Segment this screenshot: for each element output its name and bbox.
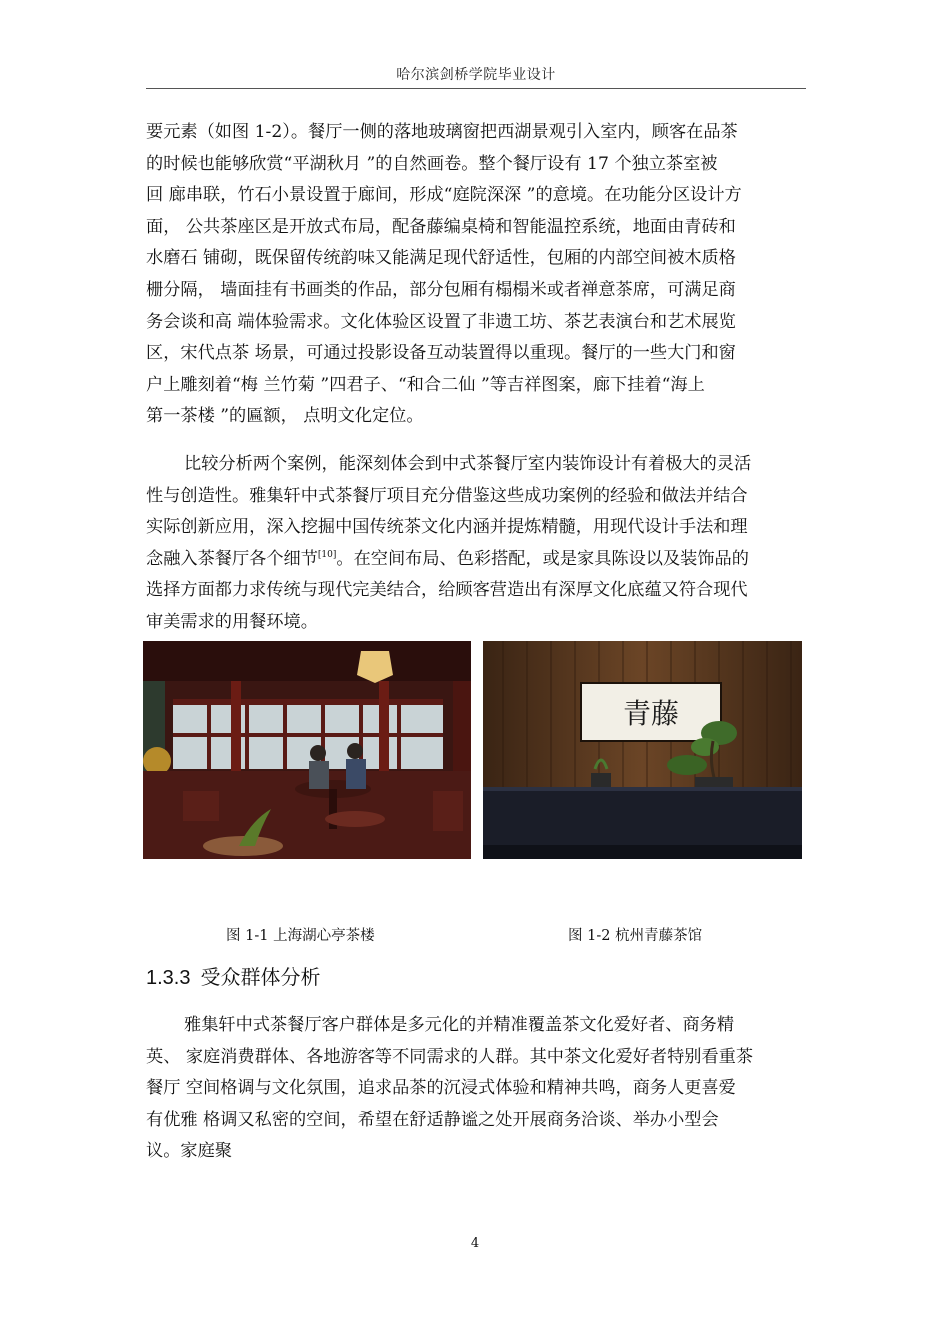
section-heading bbox=[146, 961, 320, 990]
text-segment: 念融入茶餐厅各个细节 bbox=[146, 548, 318, 569]
section-title: 受众群体分析 bbox=[200, 965, 321, 989]
text-line: 英、 家庭消费群体、各地游客等不同需求的人群。其中茶文化爱好者特别看重茶 bbox=[146, 1046, 754, 1067]
text-line: 面， 公共茶座区是开放式布局，配备藤编桌椅和智能温控系统，地面由青砖和 bbox=[146, 216, 736, 237]
tea-lobby-illustration bbox=[483, 641, 802, 859]
text-line: 实际创新应用，深入挖掘中国传统茶文化内涵并提炼精髓，用现代设计手法和理 bbox=[146, 517, 748, 538]
page-number: 4 bbox=[470, 1236, 480, 1251]
calligraphy-text: 青藤 bbox=[622, 697, 680, 730]
figure-1-2-caption: 图 1-2 杭州青藤茶馆 bbox=[568, 928, 703, 944]
text-line: 选择方面都力求传统与现代完美结合，给顾客营造出有深厚文化底蕴又符合现代 bbox=[146, 580, 748, 601]
text-line: 雅集轩中式茶餐厅客户群体是多元化的并精准覆盖茶文化爱好者、商务精 bbox=[184, 1015, 735, 1035]
text-segment: 。在空间布局、色彩搭配，或是家具陈设以及装饰品的 bbox=[336, 548, 749, 569]
text-line: 区，宋代点茶 场景，可通过投影设备互动装置得以重现。餐厅的一些大门和窗 bbox=[146, 343, 736, 364]
page-header-title: 哈尔滨剑桥学院毕业设计 bbox=[396, 67, 556, 83]
text-line: 的时候也能够欣赏“平湖秋月 ”的自然画卷。整个餐厅设有 17 个独立茶室被 bbox=[146, 153, 718, 174]
text-line: 务会谈和高 端体验需求。文化体验区设置了非遗工坊、茶艺表演台和艺术展览 bbox=[146, 311, 736, 332]
text-line: 水磨石 铺砌，既保留传统韵味又能满足现代舒适性，包厢的内部空间被木质格 bbox=[146, 248, 736, 269]
paragraph-1 bbox=[146, 117, 810, 433]
paragraph-2 bbox=[146, 449, 810, 639]
text-line: 户上雕刻着“梅 兰竹菊 ”四君子、“和合二仙 ”等吉祥图案，廊下挂着“海上 bbox=[146, 374, 705, 395]
text-line: 回 廊串联，竹石小景设置于廊间，形成“庭院深深 ”的意境。在功能分区设计方 bbox=[146, 185, 742, 206]
figure-1-1-caption: 图 1-1 上海湖心亭茶楼 bbox=[226, 928, 375, 944]
text-line: 要元素（如图 1-2）。餐厅一侧的落地玻璃窗把西湖景观引入室内，顾客在品茶 bbox=[146, 122, 738, 142]
text-line: 餐厅 空间格调与文化氛围，追求品茶的沉浸式体验和精神共鸣，商务人更喜爱 bbox=[146, 1078, 736, 1099]
text-line: 第一茶楼 ”的匾额， 点明文化定位。 bbox=[146, 406, 424, 427]
header-rule bbox=[146, 88, 806, 89]
text-line: 性与创造性。雅集轩中式茶餐厅项目充分借鉴这些成功案例的经验和做法并结合 bbox=[146, 485, 748, 506]
text-line: 有优雅 格调又私密的空间，希望在舒适静谧之处开展商务洽谈、举办小型会 bbox=[146, 1109, 719, 1130]
text-line: 比较分析两个案例，能深刻体会到中式茶餐厅室内装饰设计有着极大的灵活 bbox=[184, 454, 752, 474]
text-line: 审美需求的用餐环境。 bbox=[146, 611, 318, 632]
figure-1-2-photo bbox=[483, 641, 802, 859]
section-number: 1.3.3 bbox=[146, 967, 191, 989]
figure-1-1-photo bbox=[143, 641, 471, 859]
text-line: 栅分隔， 墙面挂有书画类的作品，部分包厢有榻榻米或者禅意茶席，可满足商 bbox=[146, 279, 736, 300]
text-line bbox=[146, 544, 810, 576]
paragraph-3 bbox=[146, 1010, 810, 1168]
text-line: 议。家庭聚 bbox=[146, 1141, 232, 1162]
citation-reference: [10] bbox=[317, 549, 337, 560]
teahouse-interior-illustration bbox=[143, 641, 471, 859]
